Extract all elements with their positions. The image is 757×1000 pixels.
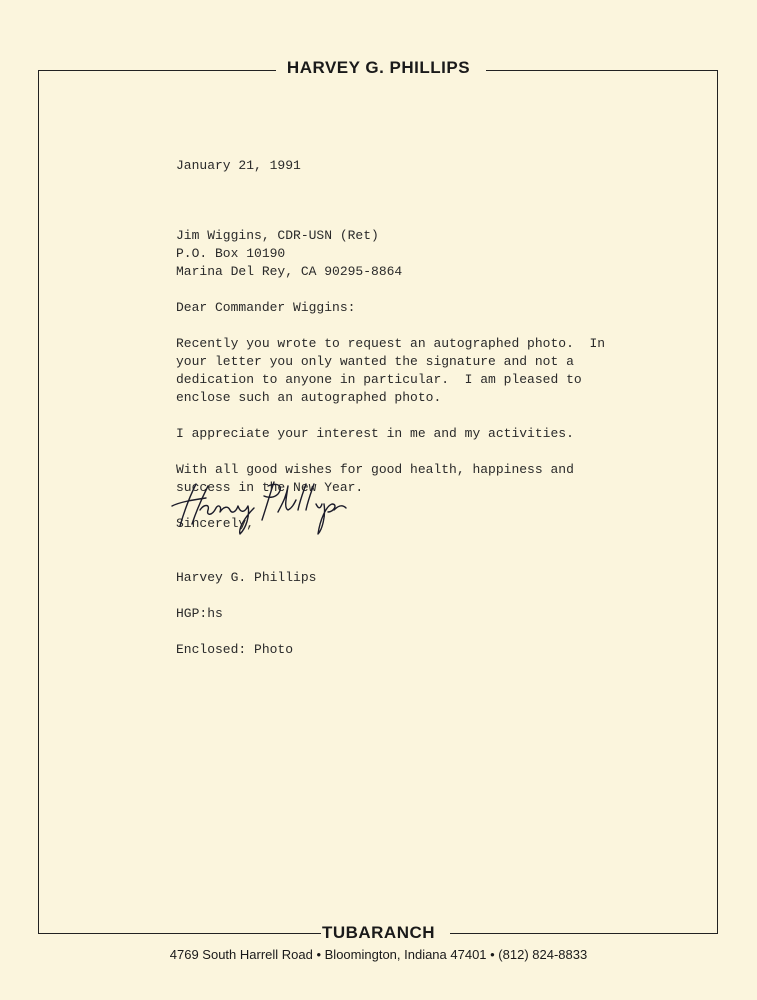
letter-body [176, 157, 616, 659]
letterhead-name: HARVEY G. PHILLIPS [286, 58, 471, 77]
paragraph-line: dedication to anyone in particular. I am pleased to [176, 372, 582, 387]
footer-address: 4769 South Harrell Road • Bloomington, Indiana 47401 • (812) 824-8833 [169, 947, 588, 962]
enclosure-note: Enclosed: Photo [176, 642, 294, 657]
recipient-line: Jim Wiggins, CDR-USN (Ret) [176, 228, 379, 243]
footer-name: TUBARANCH [321, 923, 436, 942]
typist-initials: HGP:hs [176, 606, 223, 621]
paragraph-line: I appreciate your interest in me and my activities. [176, 426, 574, 441]
closing: Sincerely, [176, 516, 255, 531]
recipient-line: Marina Del Rey, CA 90295-8864 [176, 264, 403, 279]
salutation: Dear Commander Wiggins: [176, 300, 356, 315]
signer-name: Harvey G. Phillips [176, 570, 317, 585]
paragraph-line: With all good wishes for good health, happiness and [176, 462, 574, 477]
letter-date: January 21, 1991 [176, 158, 301, 173]
paragraph-line: enclose such an autographed photo. [176, 390, 442, 405]
recipient-line: P.O. Box 10190 [176, 246, 286, 261]
paragraph-line: success in the New Year. [176, 480, 364, 495]
paragraph-line: Recently you wrote to request an autographed photo. In [176, 336, 606, 351]
paragraph-line: your letter you only wanted the signature and not a [176, 354, 574, 369]
handwritten-signature [170, 476, 350, 538]
